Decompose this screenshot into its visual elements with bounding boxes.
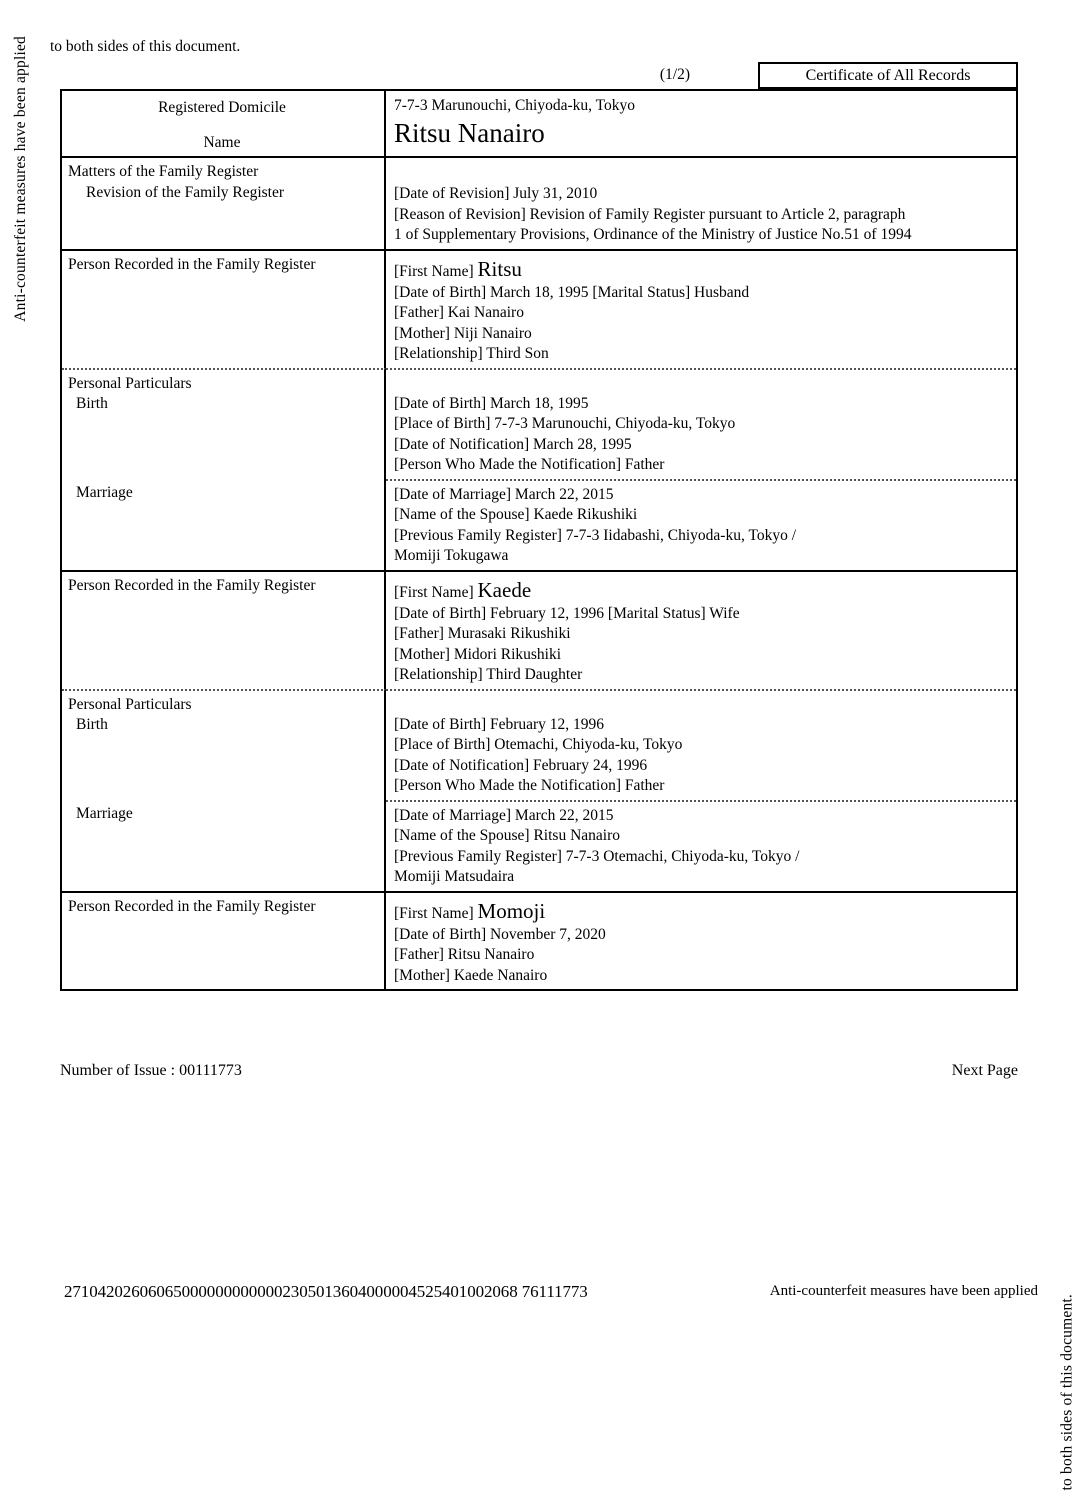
person1-birth-label: Birth bbox=[76, 395, 108, 412]
person3-label: Person Recorded in the Family Register bbox=[68, 897, 316, 915]
person1-first-name-row bbox=[394, 256, 1008, 281]
person1-father: [Father] Kai Nanairo bbox=[394, 304, 524, 321]
certificate-title-row bbox=[60, 62, 1018, 90]
table-row bbox=[61, 571, 1017, 689]
person2-label: Person Recorded in the Family Register bbox=[68, 576, 316, 594]
document-footer bbox=[60, 1062, 1018, 1080]
person3-first-name: Momoji bbox=[477, 898, 546, 923]
person2-marriage-value-cell bbox=[386, 800, 1016, 891]
person2-particulars-label: Personal Particulars bbox=[68, 695, 192, 713]
person3-dob: [Date of Birth] November 7, 2020 bbox=[394, 925, 606, 943]
table-row bbox=[61, 892, 1017, 991]
person2-birth-label: Birth bbox=[76, 716, 108, 733]
person1-marriage-date: [Date of Marriage] March 22, 2015 bbox=[394, 485, 614, 503]
revision-date-line: [Date of Revision] July 31, 2010 bbox=[394, 185, 598, 202]
person2-previous-register-head: Momiji Matsudaira bbox=[394, 868, 515, 885]
person1-value-cell bbox=[386, 251, 1016, 368]
person1-particulars-label: Personal Particulars bbox=[68, 374, 192, 392]
matters-value-cell bbox=[386, 158, 1016, 249]
person1-relationship: [Relationship] Third Son bbox=[394, 345, 549, 362]
person2-marriage-label: Marriage bbox=[76, 804, 133, 822]
registry-labels-cell bbox=[62, 91, 386, 156]
registered-domicile-label: Registered Domicile bbox=[158, 99, 286, 116]
matters-label-line2: Revision of the Family Register bbox=[86, 183, 285, 201]
person2-notifier: [Person Who Made the Notification] Father bbox=[394, 777, 665, 794]
person3-first-name-row bbox=[394, 898, 1008, 923]
person3-label-cell bbox=[62, 893, 386, 990]
revision-reason-line-1: [Reason of Revision] Revision of Family Register pursuant to Article 2, paragraph bbox=[394, 205, 906, 223]
person2-first-name-row bbox=[394, 577, 1008, 602]
registered-domicile-value: 7-7-3 Marunouchi, Chiyoda-ku, Tokyo bbox=[394, 97, 635, 114]
person1-first-name-label: [First Name] bbox=[394, 262, 474, 280]
person2-value-cell bbox=[386, 572, 1016, 689]
person2-father: [Father] Murasaki Rikushiki bbox=[394, 625, 571, 642]
left-vertical-anticounterfeit-note: Anti-counterfeit measures have been applied bbox=[12, 36, 29, 322]
right-vertical-note: to both sides of this document. bbox=[1058, 1294, 1075, 1491]
person2-particulars-label-cell bbox=[62, 689, 386, 800]
next-page-label: Next Page bbox=[951, 1062, 1018, 1079]
person1-label-cell bbox=[62, 251, 386, 368]
person2-first-name-label: [First Name] bbox=[394, 583, 474, 601]
bottom-right-anticounterfeit-note: Anti-counterfeit measures have been applied bbox=[769, 1283, 1038, 1299]
person2-birth-value-cell bbox=[386, 689, 1016, 800]
person1-marriage-value-cell bbox=[386, 479, 1016, 570]
person1-birth-place: [Place of Birth] 7-7-3 Marunouchi, Chiyoda-ku, Tokyo bbox=[394, 415, 736, 432]
registrant-name-value: Ritsu Nanairo bbox=[394, 117, 545, 148]
revision-reason-line-2: 1 of Supplementary Provisions, Ordinance of the Ministry of Justice No.51 of 1994 bbox=[394, 226, 912, 243]
person1-label: Person Recorded in the Family Register bbox=[68, 255, 316, 273]
registry-values-cell bbox=[386, 91, 1016, 156]
person2-previous-register: [Previous Family Register] 7-7-3 Otemachi, Chiyoda-ku, Tokyo / bbox=[394, 847, 800, 865]
person2-label-cell bbox=[62, 572, 386, 689]
person2-birth-place: [Place of Birth] Otemachi, Chiyoda-ku, Tokyo bbox=[394, 736, 683, 753]
person3-father: [Father] Ritsu Nanairo bbox=[394, 946, 535, 963]
person2-relationship: [Relationship] Third Daughter bbox=[394, 666, 583, 683]
person3-value-cell bbox=[386, 893, 1016, 990]
person3-mother: [Mother] Kaede Nanairo bbox=[394, 966, 548, 984]
family-register-table bbox=[60, 89, 1018, 991]
person2-dob-marital: [Date of Birth] February 12, 1996 [Marital Status] Wife bbox=[394, 604, 740, 622]
person2-mother: [Mother] Midori Rikushiki bbox=[394, 645, 562, 663]
issue-number: Number of Issue : 00111773 bbox=[60, 1062, 242, 1079]
top-note: to both sides of this document. bbox=[50, 38, 241, 55]
person1-previous-register: [Previous Family Register] 7-7-3 Iidabashi, Chiyoda-ku, Tokyo / bbox=[394, 526, 797, 544]
person2-notification-date: [Date of Notification] February 24, 1996 bbox=[394, 756, 648, 774]
table-row bbox=[61, 157, 1017, 250]
person1-birth-value-cell bbox=[386, 368, 1016, 479]
person2-spouse-name: [Name of the Spouse] Ritsu Nanairo bbox=[394, 827, 620, 844]
matters-label-cell bbox=[62, 158, 386, 249]
person1-dob-marital: [Date of Birth] March 18, 1995 [Marital Status] Husband bbox=[394, 283, 750, 301]
person1-marriage-label-cell bbox=[62, 479, 386, 570]
table-row bbox=[61, 689, 1017, 800]
person2-first-name: Kaede bbox=[477, 577, 532, 602]
person1-notifier: [Person Who Made the Notification] Father bbox=[394, 456, 665, 473]
person2-birth-date: [Date of Birth] February 12, 1996 bbox=[394, 715, 605, 733]
table-row bbox=[61, 800, 1017, 892]
person1-spouse-name: [Name of the Spouse] Kaede Rikushiki bbox=[394, 506, 638, 523]
person1-previous-register-head: Momiji Tokugawa bbox=[394, 547, 509, 564]
name-label: Name bbox=[203, 133, 241, 151]
person1-notification-date: [Date of Notification] March 28, 1995 bbox=[394, 435, 632, 453]
table-row bbox=[61, 90, 1017, 157]
table-row bbox=[61, 368, 1017, 479]
page-fraction: (1/2) bbox=[659, 66, 690, 83]
person1-birth-date: [Date of Birth] March 18, 1995 bbox=[394, 394, 589, 412]
person1-mother: [Mother] Niji Nanairo bbox=[394, 324, 532, 342]
person3-first-name-label: [First Name] bbox=[394, 904, 474, 922]
table-row bbox=[61, 250, 1017, 368]
certificate-title: Certificate of All Records bbox=[758, 62, 1018, 89]
table-row bbox=[61, 479, 1017, 571]
person2-marriage-label-cell bbox=[62, 800, 386, 891]
matters-label-line1: Matters of the Family Register bbox=[68, 163, 259, 180]
barcode-number: 271042026060650000000000002305013604000004525401002068 76111773 bbox=[64, 1282, 588, 1301]
person1-marriage-label: Marriage bbox=[76, 483, 133, 501]
person2-marriage-date: [Date of Marriage] March 22, 2015 bbox=[394, 806, 614, 824]
person1-first-name: Ritsu bbox=[477, 256, 522, 281]
person1-particulars-label-cell bbox=[62, 368, 386, 479]
